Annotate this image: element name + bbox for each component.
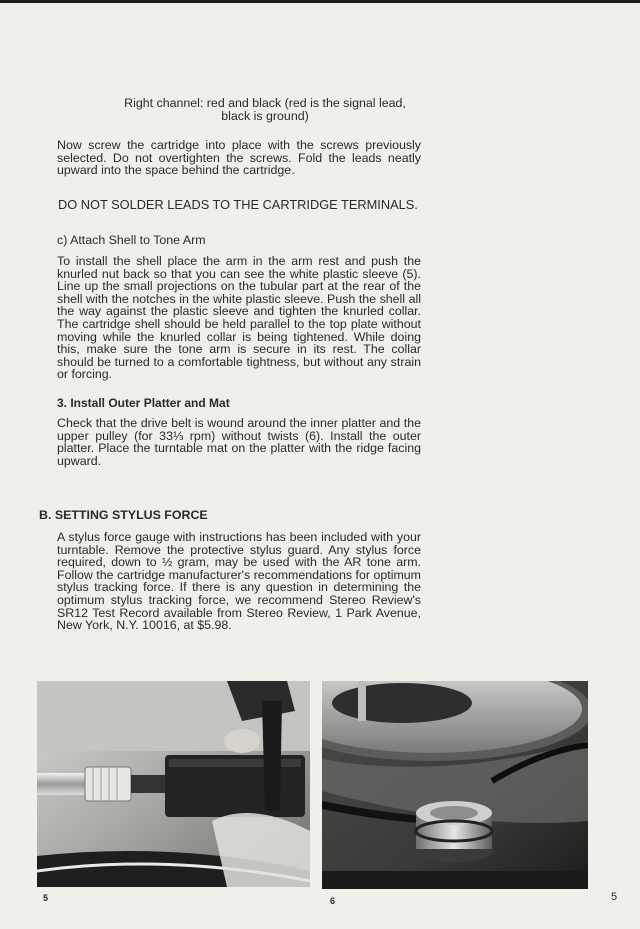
page-top-edge xyxy=(0,0,640,3)
channel-note-line1: Right channel: red and black (red is the signal lead, xyxy=(124,96,406,110)
section-b-heading: B. SETTING STYLUS FORCE xyxy=(39,508,208,522)
step-c-body: To install the shell place the arm in the arm rest and push the knurled nut back so that you can see the white plastic sleeve (5). Line up the small projections on the tubular part at the rear of the shell with the notches in the white plastic sleeve. Push the shell all the way against the plastic sleeve and tighten the knurled collar. The cartridge shell should be held parallel to the top plate without moving while the knurled collar is being tightened. While doing this, make sure the tone arm is secure in its rest. The collar should be turned to a comfortable tightness, but without any strain or forcing. xyxy=(57,254,421,382)
tone-arm-shell-illustration xyxy=(37,681,310,887)
step-3-body: Check that the drive belt is wound around the inner platter and the upper pulley (for 33⅓ rpm) without twists (6). Install the outer platter. Place the turntable mat on the platter with the ridge facing upward. xyxy=(57,416,421,468)
figure-6-photo xyxy=(322,681,588,889)
platter-belt-pulley-illustration xyxy=(322,681,588,889)
figure-6-caption: 6 xyxy=(330,896,336,906)
channel-note-line2: black is ground) xyxy=(221,109,309,123)
solder-warning: DO NOT SOLDER LEADS TO THE CARTRIDGE TERMINALS. xyxy=(58,197,418,212)
step-3-heading: 3. Install Outer Platter and Mat xyxy=(57,396,230,410)
screw-paragraph: Now screw the cartridge into place with the screws previously selected. Do not overtighten the screws. Fold the leads neatly upward into the space behind the cartridge. xyxy=(57,138,421,178)
figure-5-photo xyxy=(37,681,310,887)
page-number: 5 xyxy=(611,891,618,903)
step-c-heading: c) Attach Shell to Tone Arm xyxy=(57,233,206,247)
section-b-body: A stylus force gauge with instructions has been included with your turntable. Remove the protective stylus guard. Any stylus force required, down to ½ gram, may be used with the AR tone arm. Follow the cartridge manufacturer's recommendations for optimum stylus tracking force. If there is any question in determining the optimum stylus tracking force, we recommend Stereo Review's SR12 Test Record available from Stereo Review, 1 Park Avenue, New York, N.Y. 10016, at $5.98. xyxy=(57,530,421,633)
figure-5-caption: 5 xyxy=(43,893,49,903)
